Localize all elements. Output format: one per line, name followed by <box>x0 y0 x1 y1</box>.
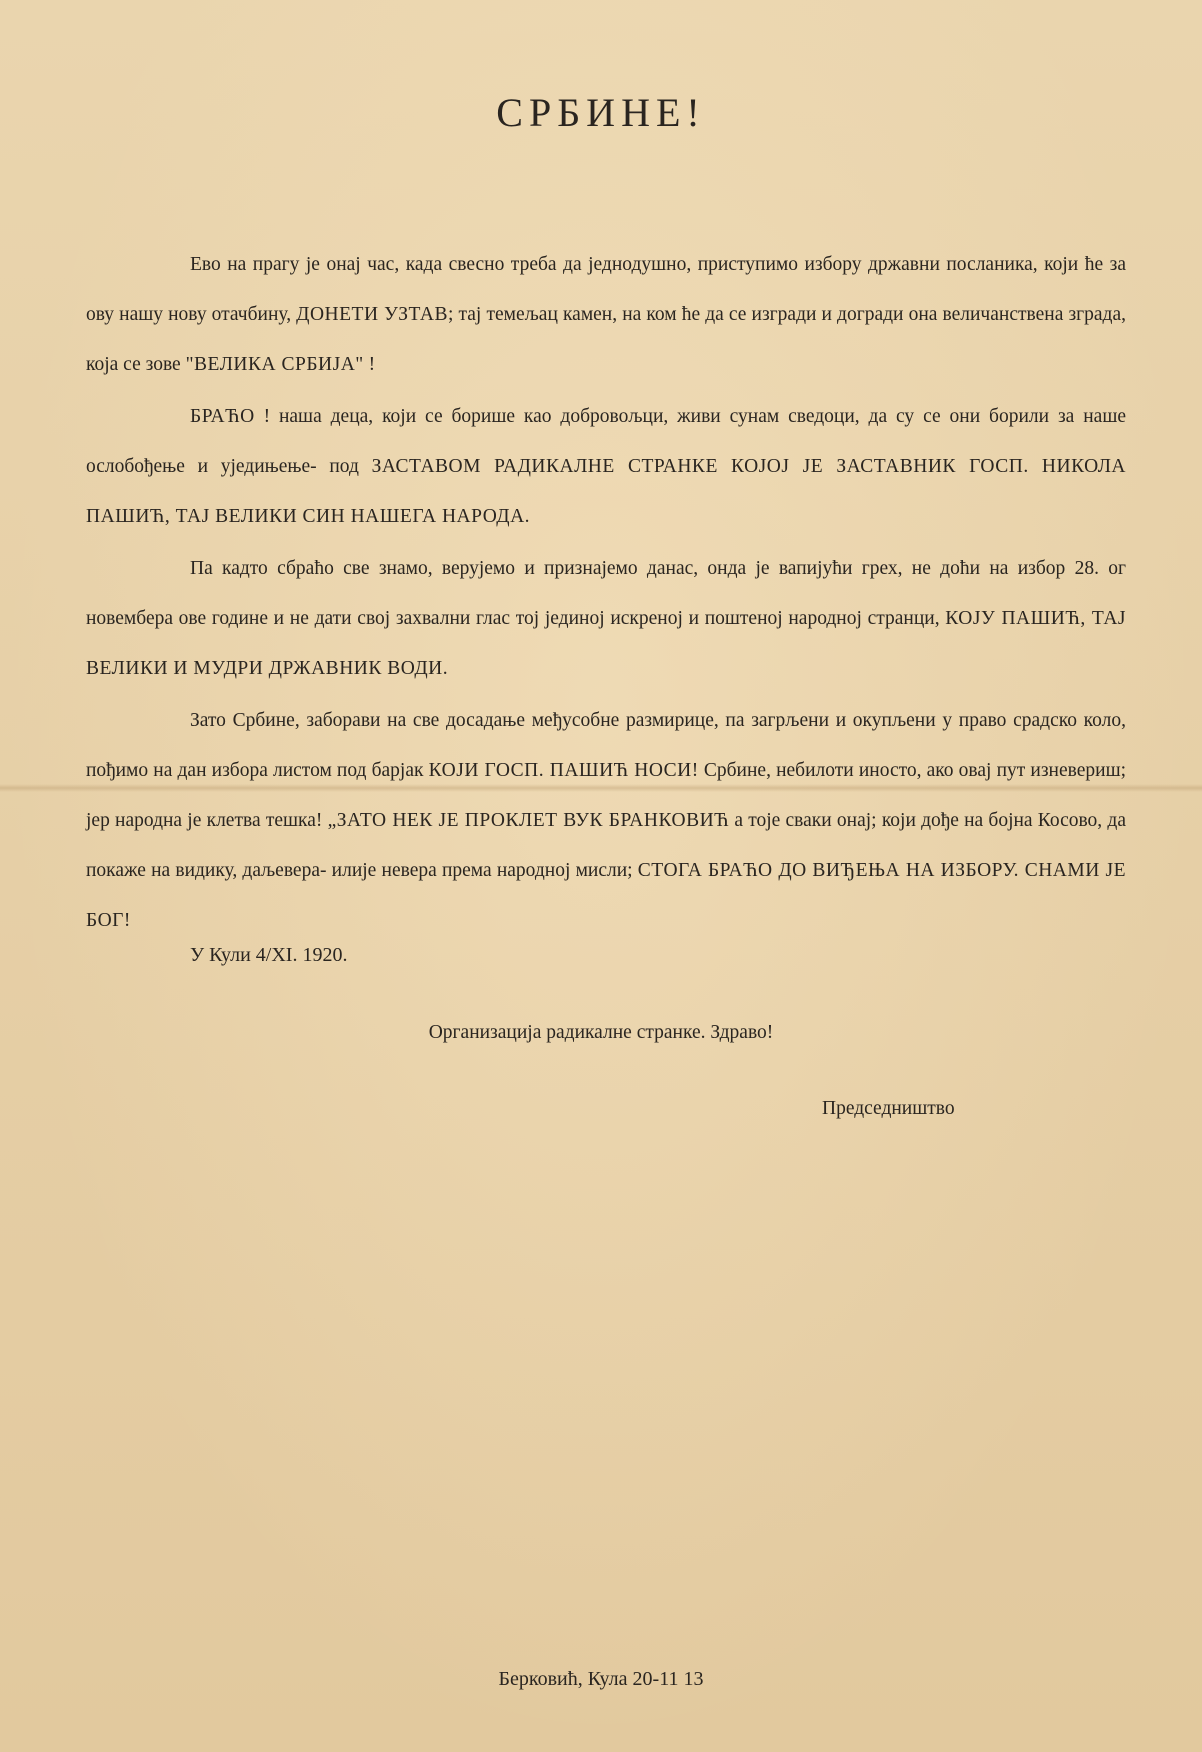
paragraph-2-text-a: ! наша деца, који се борише као добровољци, живи сунам сведоци, да су се они борили за наше ослобођење и уједињење- под <box>86 406 1126 477</box>
presidium-signature: Председништво <box>822 1098 955 1119</box>
paragraph-1-caps-b: "ВЕЛИКА СРБИЈА" <box>185 354 364 375</box>
paragraph-2-caps-b: ЗАСТАВОМ РАДИКАЛНЕ СТРАНКЕ КОЈОЈ ЈЕ ЗАСТАВНИК ГОСП. НИКОЛА ПАШИЋ, ТАЈ ВЕЛИКИ СИН НАШЕГА НАРОДА. <box>86 456 1127 527</box>
paragraph-4-caps-b: „ЗАТО НЕК ЈЕ ПРОКЛЕТ ВУК БРАНКОВИЋ <box>327 810 730 831</box>
paragraph-4-caps-a: КОЈИ ГОСП. ПАШИЋ НОСИ! <box>428 760 699 781</box>
paragraph-3-caps-a: КОЈУ ПАШИЋ, ТАЈ ВЕЛИКИ И МУДРИ ДРЖАВНИК ВОДИ. <box>86 608 1126 679</box>
paragraph-4-text-b: Србине, небилоти иносто, ако овај пут изневериш; јер народна је клетва тешка! <box>86 760 1127 831</box>
paragraph-4 <box>86 696 1126 946</box>
paragraph-4-text-a: Зато Србине, заборави на све досадање међусобне размирице, па загрљени и окупљени у право срадско коло, пођимо на дан избора листом под барјак <box>86 710 1126 781</box>
organization-line: Организација радикалне странке. Здраво! <box>428 1022 774 1043</box>
printer-imprint: Берковић, Кула 20-11 13 <box>498 1668 704 1690</box>
document-title: СРБИНЕ! <box>496 89 706 135</box>
paragraph-2 <box>86 392 1126 542</box>
paragraph-1-caps-a: ДОНЕТИ УЗТАВ <box>296 304 448 325</box>
paragraph-1-text-b: ; тај темељац камен, на ком ће да се изгради и догради она величанствена зграда, која се зове <box>86 304 1127 375</box>
paragraph-1-text-c: ! <box>363 354 376 375</box>
paragraph-2-caps-a: БРАЋО <box>190 406 255 427</box>
paragraph-1 <box>86 240 1126 390</box>
paragraph-4-text-c: а тоје сваки онај; који дође на бојна Косово, да покаже на видику, даљевера- илије невера према народној мисли; <box>86 810 1126 881</box>
document-date: У Кули 4/XI. 1920. <box>190 944 348 966</box>
document-body <box>86 240 1126 946</box>
paragraph-3 <box>86 544 1126 694</box>
paragraph-3-text-a: Па кадто сбраћо све знамо, верујемо и признајемо данас, онда је вапијући грех, не доћи на избор 28. ог новембера ове године и не дати свој захвални глас тој јединој искреној и поштеној народној странци, <box>86 558 1126 629</box>
paragraph-4-caps-c: СТОГА БРАЋО ДО ВИЂЕЊА НА ИЗБОРУ. СНАМИ ЈЕ БОГ! <box>86 860 1126 931</box>
paragraph-1-text-a: Ево на прагу је онај час, када свесно треба да једнодушно, приступимо избору државни посланика, који ће за ову нашу нову отачбину, <box>86 254 1126 325</box>
